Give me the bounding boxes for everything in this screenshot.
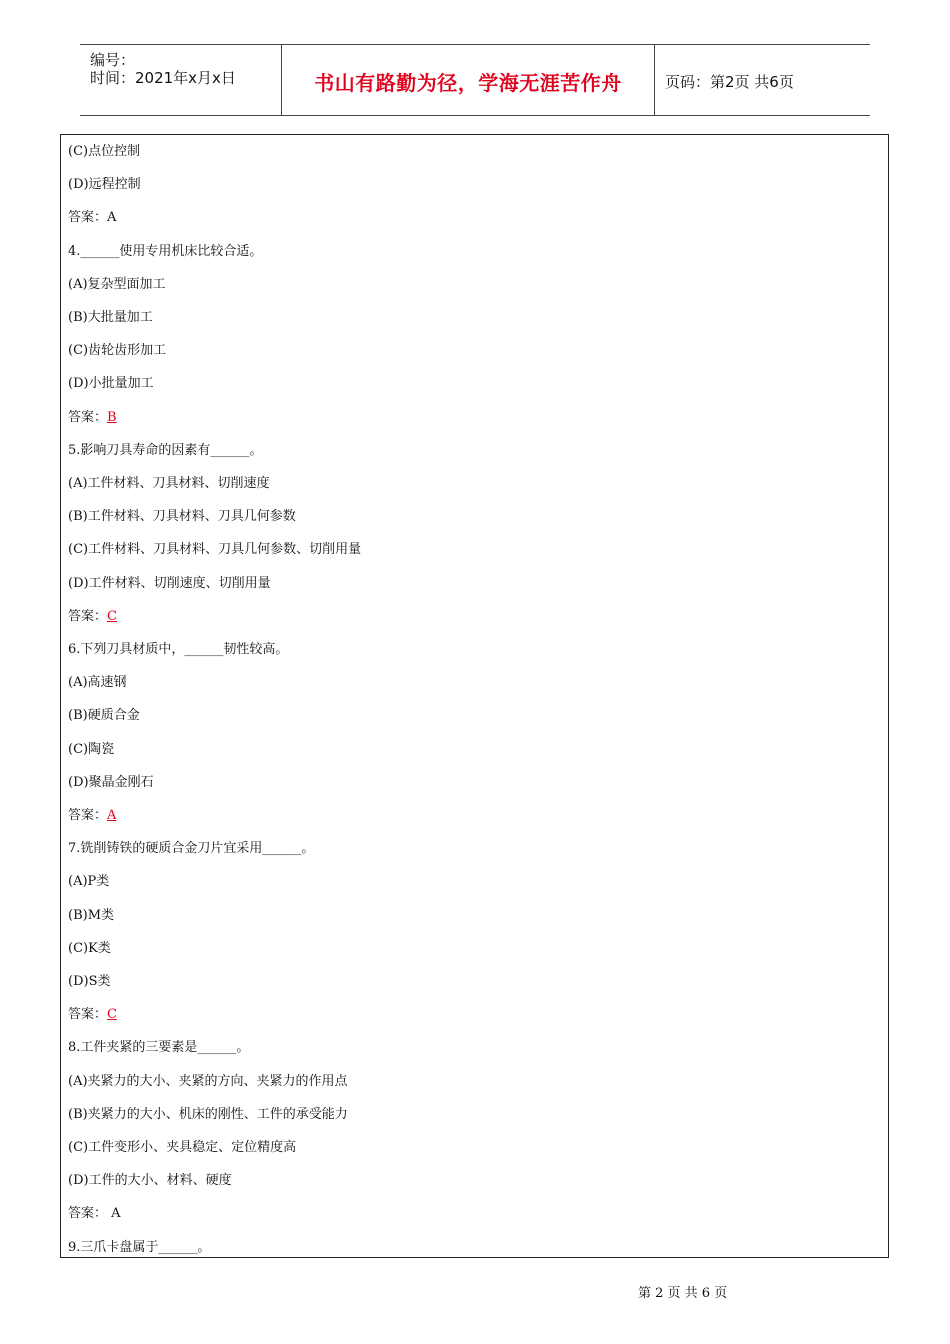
- header-page-cell: [655, 45, 870, 115]
- content-line-text: (D)工件材料、切削速度、切削用量: [68, 575, 271, 591]
- content-line: [68, 576, 271, 592]
- serial-label: 编号：: [90, 51, 136, 69]
- content-line-text: (A)高速钢: [68, 675, 127, 691]
- content-line-text: (D)远程控制: [68, 177, 141, 193]
- page-number-info: 页码：第2页 共6页: [665, 73, 794, 91]
- content-line: [68, 675, 127, 691]
- content-line-text: (A)P类: [68, 874, 110, 890]
- content-line-text: (D)工件的大小、材料、硬度: [68, 1173, 232, 1189]
- content-line-text: 4.______使用专用机床比较合适。: [68, 243, 263, 259]
- content-line-text: (B)工件材料、刀具材料、刀具几何参数: [68, 509, 296, 525]
- content-line-text: (C)齿轮齿形加工: [68, 343, 167, 359]
- content-line: [68, 244, 262, 260]
- content-line: [68, 144, 140, 160]
- motto-text: 书山有路勤为径，学海无涯苦作舟: [314, 71, 622, 95]
- content-line: [68, 1140, 296, 1156]
- content-line: [68, 343, 166, 359]
- content-line: [68, 609, 117, 625]
- content-line-text: 6.下列刀具材质中，______韧性较高。: [68, 642, 289, 657]
- content-line: [68, 476, 270, 492]
- content-line: [68, 908, 114, 924]
- content-line-text: 5.影响刀具寿命的因素有______。: [68, 442, 263, 458]
- content-line: [68, 1040, 249, 1056]
- content-line-text: (D)小批量加工: [68, 376, 154, 392]
- content-line-text: (A)夹紧力的大小、夹紧的方向、夹紧力的作用点: [68, 1073, 348, 1089]
- content-line: [68, 941, 111, 957]
- content-line: [68, 177, 141, 193]
- content-line-text: 9.三爪卡盘属于______。: [68, 1239, 211, 1255]
- content-line-text: 答案：: [68, 808, 108, 823]
- question-content-box: [60, 134, 889, 1258]
- content-line-text: (B)硬质合金: [68, 708, 140, 724]
- content-line: [68, 1007, 117, 1023]
- content-line-text: 答案：: [68, 409, 108, 425]
- content-line: [68, 874, 109, 890]
- header-left-cell: [80, 45, 282, 115]
- content-line: [68, 808, 116, 824]
- content-line: [68, 376, 154, 392]
- content-line: [68, 1240, 210, 1256]
- content-line-text: (A)工件材料、刀具材料、切削速度: [68, 476, 270, 491]
- content-line: [68, 1107, 348, 1123]
- answer-link[interactable]: C: [107, 608, 117, 624]
- content-line: [68, 410, 117, 426]
- content-line-text: (C)K类: [68, 940, 111, 956]
- content-line-text: 答案：A: [68, 210, 117, 226]
- answer-link[interactable]: C: [107, 1007, 117, 1023]
- answer-link[interactable]: A: [107, 808, 117, 823]
- content-line: [68, 708, 140, 724]
- content-line: [68, 742, 114, 758]
- content-line-text: (C)陶瓷: [68, 741, 115, 757]
- answer-link[interactable]: B: [107, 409, 117, 425]
- page-header: [80, 44, 870, 116]
- content-line-text: (D)聚晶金刚石: [68, 774, 154, 790]
- content-line-text: (D)S类: [68, 974, 111, 989]
- content-line: [68, 310, 153, 326]
- content-line: [68, 509, 296, 525]
- content-line: [68, 841, 314, 857]
- content-line: [68, 775, 154, 791]
- content-line-text: (B)夹紧力的大小、机床的刚性、工件的承受能力: [68, 1106, 348, 1122]
- content-line-text: (C)点位控制: [68, 144, 141, 159]
- content-line-text: (C)工件变形小、夹具稳定、定位精度高: [68, 1140, 297, 1155]
- content-line: [68, 443, 262, 459]
- content-line-text: (C)工件材料、刀具材料、刀具几何参数、切削用量: [68, 542, 362, 558]
- content-line: [68, 1206, 121, 1222]
- header-motto-cell: [282, 45, 655, 115]
- content-line-text: 答案：: [68, 608, 108, 624]
- content-line: [68, 974, 110, 990]
- content-line: [68, 542, 361, 558]
- time-label: 时间：2021年x月x日: [90, 69, 236, 87]
- content-line-text: 7.铣削铸铁的硬质合金刀片宜采用______。: [68, 841, 315, 857]
- content-line: [68, 1074, 348, 1090]
- content-line: [68, 210, 116, 226]
- content-line: [68, 1173, 232, 1189]
- content-line-text: 答案：: [68, 1007, 108, 1023]
- content-line-text: (B)大批量加工: [68, 310, 153, 325]
- content-line-text: 答案： A: [68, 1206, 121, 1222]
- content-line-text: (B)M类: [68, 907, 115, 923]
- content-line-text: (A)复杂型面加工: [68, 276, 166, 292]
- page-footer: 第 2 页 共 6 页: [638, 1286, 728, 1301]
- content-line: [68, 277, 166, 293]
- content-line-text: 8.工件夹紧的三要素是______。: [68, 1040, 250, 1056]
- content-line: [68, 642, 288, 658]
